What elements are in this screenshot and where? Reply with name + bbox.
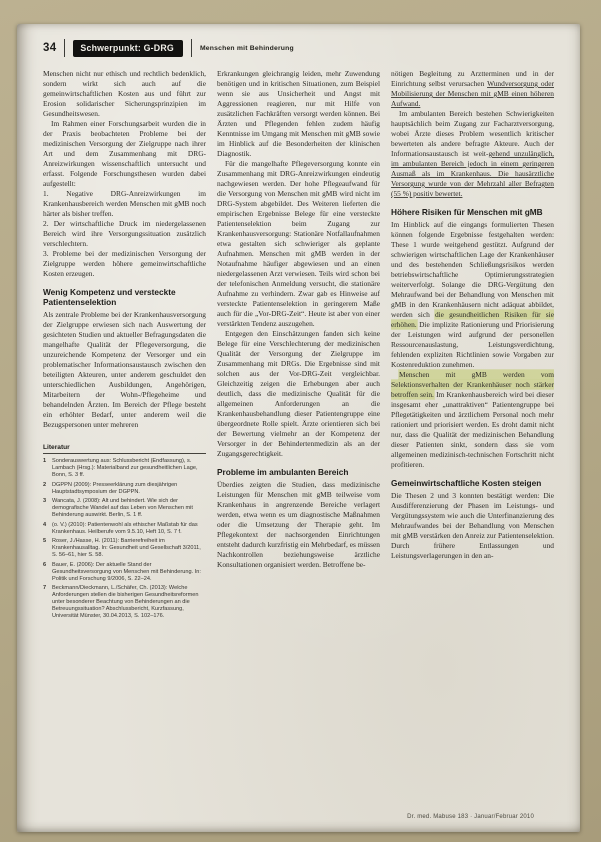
literature-number: 5 (43, 538, 47, 544)
literature-number: 4 (43, 521, 47, 528)
section-badge: Schwerpunkt: G-DRG (73, 40, 183, 57)
literature-block (43, 444, 206, 623)
paragraph (391, 69, 554, 109)
header-divider (191, 39, 192, 57)
topic-label: Menschen mit Behinderung (199, 44, 294, 52)
thesis-item: 3. Probleme bei der medizinischen Versorgung der Zielgruppe werden höhere gemeinwirtschaftliche Kosten erzeugen. (43, 249, 206, 278)
section-heading: Wenig Kompetenz und versteckte Patientenselektion (43, 287, 176, 307)
paragraph: Überdies zeigten die Studien, dass medizinische Leistungen für Menschen mit gMB teilweise vom Krankenhaus in angrenzende Bereiche verlagert werden, etwa wenn es um diagnostische Maßnahmen oder die Umsetzung der Therapie geht. Im Pflegekontext der nachsorgenden Einrichtungen entsteht dadurch kurzfristig ein Mehrbedarf, es müssen Nachkontrollen beziehungsweise ärztliche Konsultationen organisiert werden. Betroffene be- (217, 480, 380, 569)
marker-highlight: Menschen mit gMB werden vom Selektionsverhalten der Krankenhäuser noch stärker betroffen sein. (391, 370, 554, 399)
literature-item (43, 538, 206, 559)
literature-text: (o. V.) (2010): Patientenwohl als ethischer Maßstab für das Krankenhaus. Heilberufe vom 9.5.10, Heft 10, S. 7 f. (52, 521, 198, 535)
paragraph: Im Rahmen einer Forschungsarbeit wurden die in der Praxis beobachteten Probleme bei der medizinischen Versorgung der Zielgruppe nach ihrer Art und dem Zusammenhang mit DRG-Anreizwirkungen wissenschaftlich untersucht und erfasst. Folgende Forschungsthesen wurden dabei aufgestellt: (43, 119, 206, 188)
page-header (43, 39, 554, 57)
footer-citation: Dr. med. Mabuse 183 · Januar/Februar 2010 (407, 814, 534, 820)
section-heading: Höhere Risiken für Menschen mit gMB (391, 207, 543, 217)
underlined-text: gehend unzulänglich, im ambulanten Bereich jedoch in einem geringeren Ausmaß als im Krankenhaus. Die hausärztliche Versorgung wurde von der Mehrzahl aller Befragten (55 %) positiv bewertet. (391, 149, 554, 198)
paragraph-text: Im ambulanten Bereich bestehen Schwierigkeiten hauptsächlich beim Zugang zur Facharztversorgung, wobei Ärzte dieses Problem wesentlich kritischer bewerteten als andere befragte Akteure. Auch der Informationsaustausch ist weit- (391, 109, 554, 158)
paragraph: Als zentrale Probleme bei der Krankenhausversorgung der Zielgruppe erwiesen sich nach Auswertung der gesichteten Studien und aktueller Befragungsdaten die mangelhafte Qualität der Pflegeversorgung, die unzureichende Kompetenz der Versorger und ein problematischer Informationsaustausch zwischen den beteiligten Akteuren, unter anderem geschuldet den unterschiedlichen Ausbildungen, Angehörigen, Mitarbeitern der Wohn-/Pflegeheime und behandelnden Ärzten. Im Bereich der Pflege besteht ein erhöhter Bedarf, unter anderem weil die Bezugspersonen unter mehreren (43, 310, 206, 429)
literature-item (43, 458, 206, 479)
magazine-page (17, 24, 580, 832)
literature-number: 2 (43, 481, 47, 488)
paragraph: Erkrankungen gleichrangig leiden, mehr Zuwendung benötigen und in kritischen Situationen, zum Beispiel wenn sie aus Unsicherheit und Angst mit Aggressionen reagieren, nur mit Hilfe von zusätzlichen Fachkräften versorgt werden können. Bei Ärzten und Pflegenden fehlen zudem häufig Kenntnisse im Umgang mit Menschen mit gMB sowie im Hinblick auf die Besonderheiten der klinischen Diagnostik. (217, 69, 380, 158)
column-3 (391, 69, 554, 623)
page-number: 34 (43, 42, 57, 54)
literature-text: Roser, J./Hasse, H. (2011): Barrierefreiheit im Krankenhausalltag. In: Gesundheit und Gesellschaft 3/2011, S. 56–61, hier S. 58. (52, 538, 201, 558)
paragraph-text: Die implizite Rationierung und Priorisierung der Leistungen wird aufgrund der personellen Ressourcenauslastung, Leistungsverdichtung, fehlenden expliziten Richtlinien sowie Vorgaben zur Kostenreduktion zunehmen. (391, 320, 554, 369)
paragraph-text: Im Krankenhausbereich wird bei dieser insgesamt eher „unattraktiven“ Patientengruppe bei Pflegetätigkeiten und ärztlichem Personal noch mehr rationiert und priorisiert werden. Es droht damit nicht nur, dass die Qualität der medizinischen Behandlung dieser Patienten sinkt, sondern dass sie vom allgemeinen medizinisch-technischen Fortschritt nicht profitieren. (391, 390, 554, 469)
marker-highlight: die gesundheitlichen Risiken für sie erhöhen. (391, 310, 554, 329)
header-divider (64, 39, 65, 57)
paragraph: Für die mangelhafte Pflegeversorgung konnte ein Zusammenhang mit DRG-Anreizwirkungen eindeutig nachgewiesen werden. Der hohe Pflegeaufwand für die Versorgung von Menschen mit gMB wird nicht im DRG-System abgebildet. Des Weiteren lieferten die empirischen Ergebnisse Belege für eine versteckte Patientenselektion beim Zugang zur Krankenhausversorgung: Stationäre Notfallaufnahmen etwa gestalten sich schwieriger als geplante Aufnahmen. Menschen mit gMB werden in der Notaufnahme häufiger abgewiesen und an einen niedergelassenen Arzt verwiesen. Teils wird schon bei der telefonischen Anmeldung versucht, die stationäre Aufnahme zu verhindern. Zwar gab es Hinweise auf versteckte Patientenselektion in geringerem Maße auch für die „Vor-DRG-Zeit“. Heute ist aber von einer verstärkten Tendenz auszugehen. (217, 159, 380, 328)
literature-number: 1 (43, 458, 47, 464)
paragraph: Die Thesen 2 und 3 konnten bestätigt werden: Die Ausdifferenzierung der Phasen im Leistungs- und Vergütungssystem wie auch die Unterfinanzierung des Mehraufwandes bei der Behandlung von Menschen mit gMB verstärken den Anreiz zur Patientenselektion. Durch frühere Entlassungen und Leistungsverlagerungen in den an- (391, 491, 554, 560)
section-heading: Gemeinwirtschaftliche Kosten steigen (391, 478, 542, 488)
paragraph: Entgegen den Einschätzungen fanden sich keine Belege für eine Verschlechterung der medizinischen Qualität der Versorgung der Zielgruppe im Zusammenhang mit DRGs. Die Ergebnisse sind mit solchen aus der Vor-DRG-Zeit vergleichbar. Gleichzeitig zeigen die Erhebungen aber auch deutlich, dass die medizinische Qualität für die allgemeinen Anforderungen an die Krankenhausbehandlung dieser Patientengruppe eine übergeordnete Rolle spielt. Ärzte orientieren sich bei der Bewertung vielmehr an der Kompetenz der Versorger in der Behindertenmedizin als an der Zugangsgerechtigkeit. (217, 329, 380, 458)
literature-text: DGPPN (2009): Presseerklärung zum diesjährigen Hauptstadtsymposium der DGPPN. (52, 481, 178, 495)
thesis-item: 2. Der wirtschaftliche Druck im niedergelassenen Bereich wird ihre Versorgungssituation zusätzlich verschlechtern. (43, 219, 206, 248)
literature-text: Beckmann/Dieckmann, L./Schäfer, Ch. (2013): Welche Anforderungen stellen die bisherigen Gesundheitsreformen unter besonderer Beachtung von Behinderungen an die Betreuungssituation? Abschlussbericht, Kurzfassung, Universität Münster, 30.04.2013, S. 102–176. (52, 585, 199, 619)
literature-title: Literatur (43, 444, 206, 454)
literature-item (43, 585, 206, 620)
literature-text: Wancata, J. (2008): Alt und behindert. Wie sich der demografische Wandel auf das Leben von Menschen mit Behinderung auswirkt. Berlin, S. 1 ff. (52, 498, 193, 518)
column-1 (43, 69, 206, 623)
column-2 (217, 69, 380, 623)
literature-number: 7 (43, 585, 47, 591)
literature-text: Sonderauswertung aus: Schlussbericht (Endfassung), s. Lambach (Hrsg.): Materialband zur gesundheitlichen Lage, Bonn, S. 3 ff. (52, 458, 198, 478)
literature-item (43, 562, 206, 583)
literature-text: Bauer, E. (2006): Der aktuelle Stand der Gesundheitsversorgung von Menschen mit Behinderung. In: Politik und Forschung 9/2006, S. 22–24. (52, 561, 201, 582)
literature-number: 3 (43, 498, 47, 504)
literature-number: 6 (43, 561, 47, 568)
paragraph-text: Im Hinblick auf die eingangs formulierten Thesen können folgende Ergebnisse festgehalten werden: These 1 wurde weitgehend gestützt. Aufgrund der schwierigen wirtschaftlichen Lage der Krankenhäuser und des bestehenden Schließungsrisikos werden betriebswirtschaftliche Optimierungsstrategien weiterverfolgt. Solange die DRG-Vergütung den Mehraufwand bei der Behandlung von Menschen mit gMB in den Krankenhäusern nicht adäquat abbildet, werden sich (391, 220, 554, 319)
literature-item (43, 522, 206, 536)
thesis-item: 1. Negative DRG-Anreizwirkungen im Krankenhausbereich werden Menschen mit gMB noch härter als bisher treffen. (43, 189, 206, 218)
literature-item (43, 498, 206, 519)
paragraph (391, 370, 554, 470)
literature-item (43, 482, 206, 496)
paragraph (391, 220, 554, 370)
underlined-text: Wundversorgung oder Mobilisierung der Menschen mit gMB einen höheren Aufwand. (391, 79, 554, 108)
section-heading: Probleme im ambulanten Bereich (217, 467, 349, 477)
article-body (43, 69, 554, 623)
paragraph (391, 109, 554, 199)
paragraph: Menschen nicht nur ethisch und rechtlich bedenklich, sondern wirkt sich auch auf die gemeinwirtschaftlichen Kosten aus und führt zur Erosion solidarischer Sicherungsprinzipien im Gesundheitswesen. (43, 69, 206, 118)
paragraph-text: nötigen Begleitung zu Arztterminen und in der Einrichtung selbst verursachen (391, 69, 554, 88)
